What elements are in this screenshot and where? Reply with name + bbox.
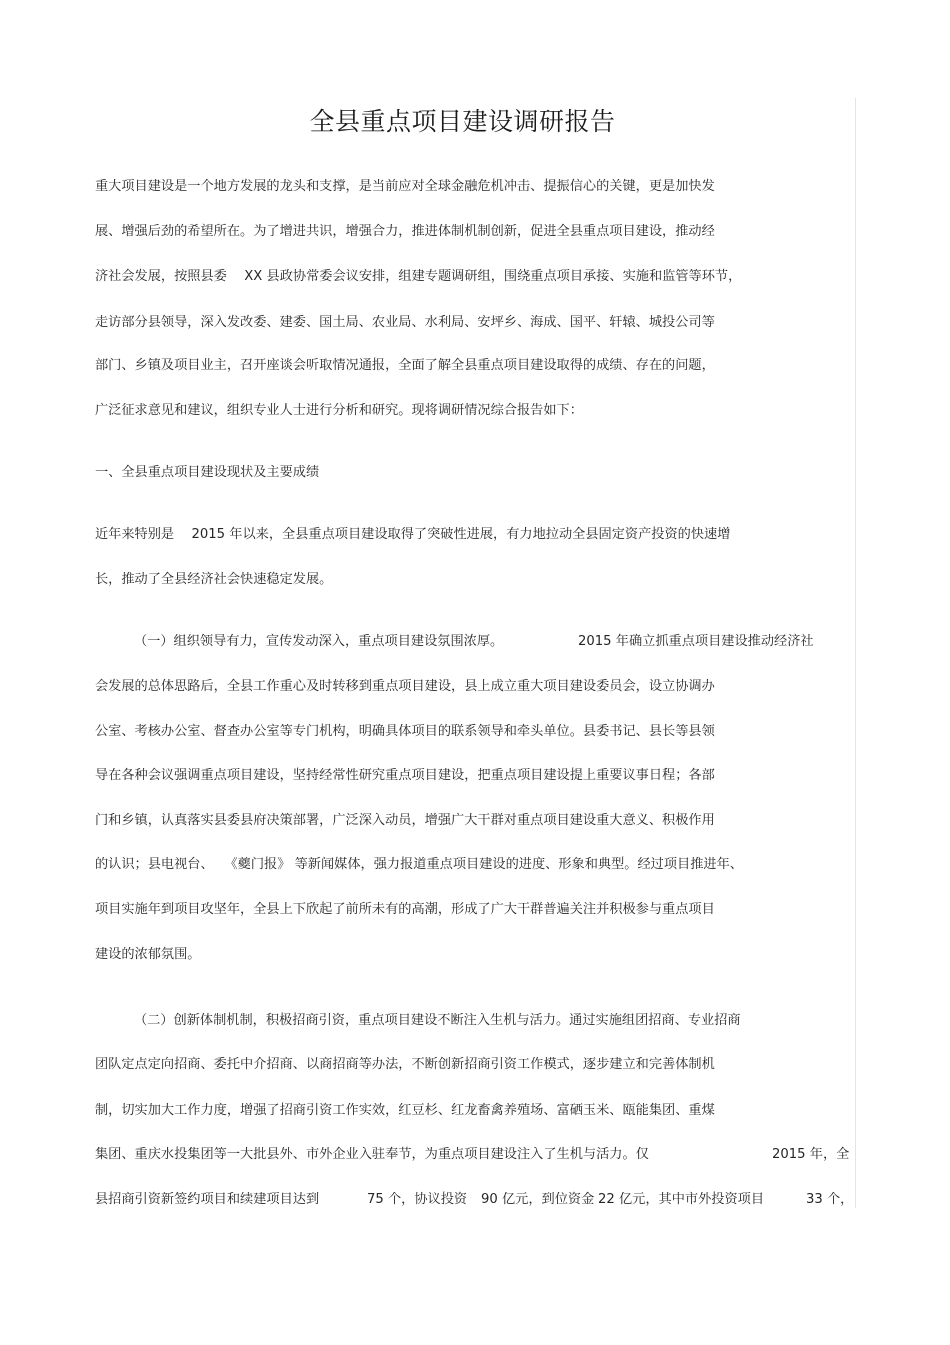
document-title: 全县重点项目建设调研报告 <box>309 107 616 136</box>
intro-line: 济社会发展，按照县委 XX 县政协常委会议安排，组建专题调研组，围绕重点项目承接、实施和监管等环节， <box>95 269 742 284</box>
intro-line: 展、增强后劲的希望所在。为了增进共识，增强合力，推进体制机制创新，促进全县重点项目建设，推动经 <box>95 224 715 239</box>
subsection-text: 33 个， <box>806 1192 854 1207</box>
page-edge-rule <box>855 98 856 1208</box>
subsection-line: 建设的浓郁氛围。 <box>95 947 201 962</box>
subsection-heading: （二）创新体制机制，积极招商引资，重点项目建设不断注入生机与活力。通过实施组团招商、专业招商 <box>134 1013 741 1028</box>
section-line: 长，推动了全县经济社会快速稳定发展。 <box>95 572 333 587</box>
subsection-text: 县招商引资新签约项目和续建项目达到 <box>95 1192 320 1207</box>
intro-line: 广泛征求意见和建议，组织专业人士进行分析和研究。现将调研情况综合报告如下： <box>95 403 583 418</box>
subsection-text: 90 亿元，到位资金 <box>481 1192 595 1207</box>
intro-line: 部门、乡镇及项目业主，召开座谈会听取情况通报，全面了解全县重点项目建设取得的成绩、存在的问题， <box>95 358 715 373</box>
subsection-text: 集团、重庆水投集团等一大批县外、市外企业入驻奉节，为重点项目建设注入了生机与活力。仅 <box>95 1147 649 1162</box>
subsection-line: 导在各种会议强调重点项目建设，坚持经常性研究重点项目建设，把重点项目建设提上重要议事日程；各部 <box>95 768 715 783</box>
subsection-line: 的认识；县电视台、 《夔门报》 等新闻媒体，强力报道重点项目建设的进度、形象和典型。经过项目推进年、 <box>95 857 743 872</box>
intro-line: 走访部分县领导，深入发改委、建委、国土局、农业局、水利局、安坪乡、海成、国平、轩辕、城投公司等 <box>95 315 715 330</box>
subsection-line: 项目实施年到项目攻坚年，全县上下欣起了前所未有的高潮，形成了广大干群普遍关注并积极参与重点项目 <box>95 902 715 917</box>
section-heading: 一、全县重点项目建设现状及主要成绩 <box>95 465 320 480</box>
subsection-text: 2015 年确立抓重点项目建设推动经济社 <box>578 634 814 649</box>
subsection-line: 会发展的总体思路后，全县工作重心及时转移到重点项目建设，县上成立重大项目建设委员会，设立协调办 <box>95 679 715 694</box>
subsection-text: 2015 年，全 <box>772 1147 850 1162</box>
subsection-text: 75 个，协议投资 <box>367 1192 468 1207</box>
subsection-heading: （一）组织领导有力，宣传发动深入，重点项目建设氛围浓厚。 <box>134 634 504 649</box>
section-line: 近年来特别是 2015 年以来，全县重点项目建设取得了突破性进展，有力地拉动全县固定资产投资的快速增 <box>95 527 731 542</box>
subsection-line: 公室、考核办公室、督查办公室等专门机构，明确具体项目的联系领导和牵头单位。县委书记、县长等县领 <box>95 724 715 739</box>
subsection-line: 门和乡镇，认真落实县委县府决策部署，广泛深入动员，增强广大干群对重点项目建设重大意义、积极作用 <box>95 813 715 828</box>
subsection-text: 22 亿元，其中市外投资项目 <box>598 1192 765 1207</box>
subsection-line: 制，切实加大工作力度，增强了招商引资工作实效，红豆杉、红龙畜禽养殖场、富硒玉米、瓯能集团、重煤 <box>95 1103 715 1118</box>
intro-line: 重大项目建设是一个地方发展的龙头和支撑，是当前应对全球金融危机冲击、提振信心的关键，更是加快发 <box>95 179 715 194</box>
subsection-line: 团队定点定向招商、委托中介招商、以商招商等办法，不断创新招商引资工作模式，逐步建立和完善体制机 <box>95 1057 715 1072</box>
